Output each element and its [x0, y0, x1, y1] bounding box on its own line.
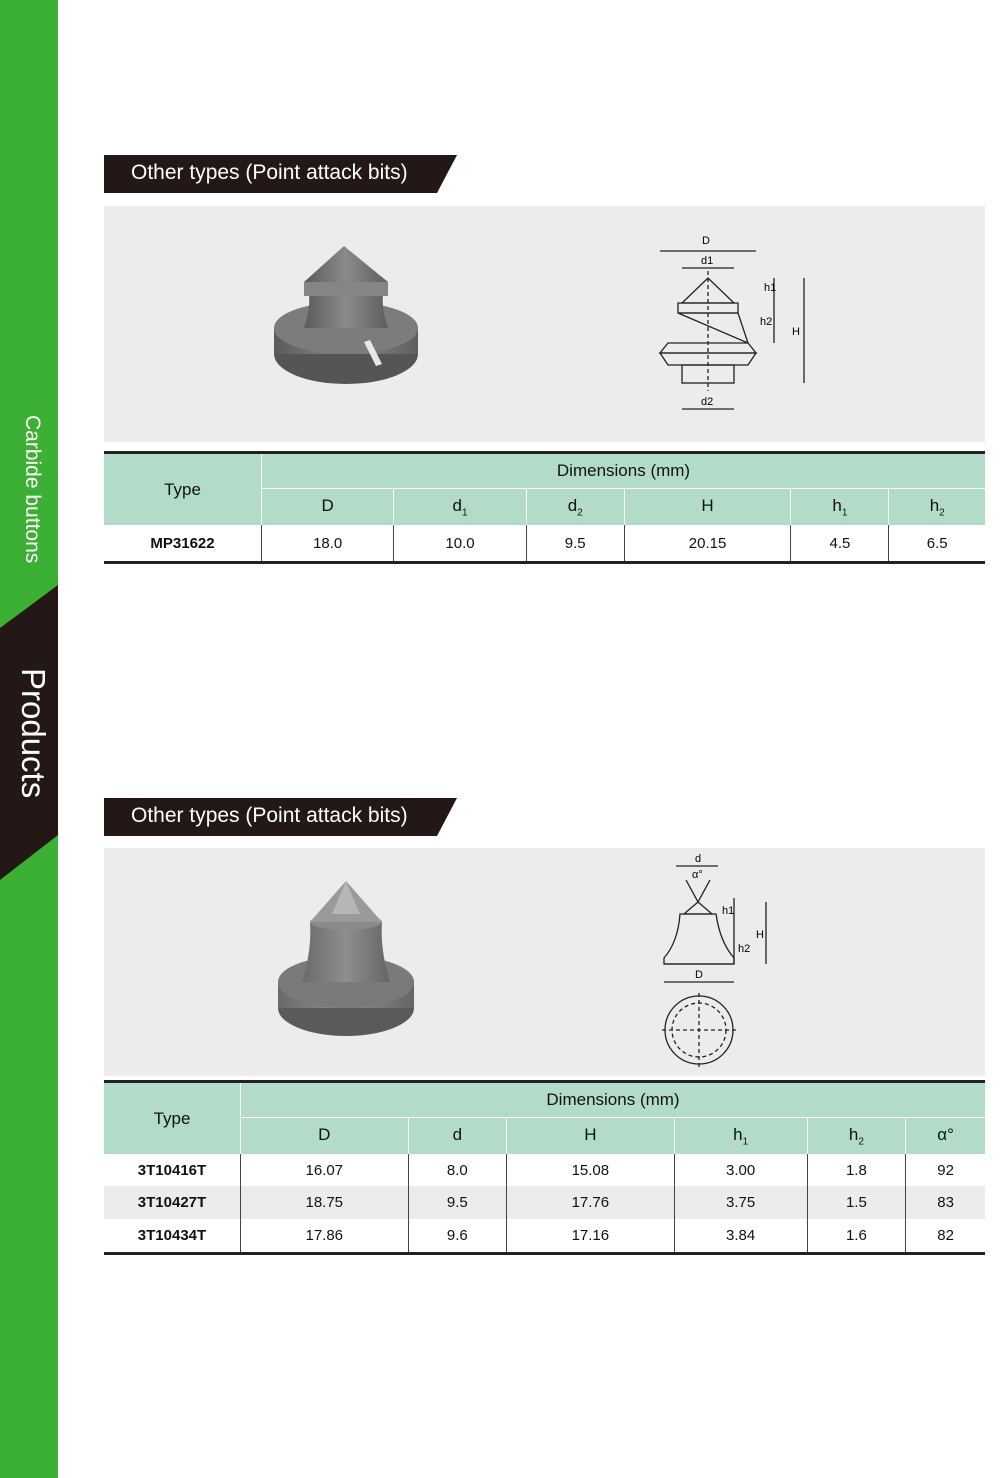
table-cell: 16.07 — [241, 1154, 409, 1186]
label-h2: h2 — [738, 943, 751, 955]
label-D: D — [702, 235, 710, 247]
table-cell: 1.8 — [807, 1154, 906, 1186]
table-cell: 3.84 — [674, 1219, 807, 1254]
table-cell: 3.00 — [674, 1154, 807, 1186]
dimension-diagram — [652, 231, 822, 421]
col-header: $h_1$ — [791, 489, 889, 526]
table-cell: 82 — [937, 1227, 954, 1244]
table-cell: 9.5 — [408, 1186, 507, 1219]
table-cell: 10.0 — [394, 525, 526, 563]
table-cell: 92 — [937, 1161, 954, 1179]
col-header: H — [507, 1118, 675, 1155]
product-figure-panel — [104, 848, 985, 1076]
product-image — [264, 246, 424, 406]
cell-type: 3T10434T — [104, 1219, 241, 1254]
table-row — [104, 1154, 985, 1186]
section-point-attack-1 — [104, 155, 985, 557]
table-cell: 1.6 — [807, 1219, 906, 1254]
table-cell: 18.0 — [262, 525, 394, 563]
label-D: D — [695, 969, 703, 981]
table-row — [104, 1219, 985, 1254]
dimensions-table — [104, 1080, 985, 1255]
section-point-attack-2 — [104, 798, 985, 1244]
dimensions-table — [104, 451, 985, 564]
col-header: $h_2$ — [889, 489, 985, 526]
col-header: d — [408, 1118, 507, 1155]
table-cell: 17.16 — [507, 1219, 675, 1254]
sidebar-label: Carbide buttons — [21, 415, 44, 564]
col-header: D — [241, 1118, 409, 1155]
table-cell: 18.75 — [241, 1186, 409, 1219]
table-cell: 15.08 — [507, 1154, 675, 1186]
banner-title: Other types (Point attack bits) — [131, 161, 408, 184]
col-header: α° — [906, 1118, 985, 1155]
dimension-diagram — [656, 852, 786, 1070]
col-header: $h_2$ — [807, 1118, 906, 1155]
table-cell: 6.5 — [926, 534, 948, 552]
label-alpha: α° — [692, 869, 703, 881]
type-header: Type — [104, 1082, 241, 1155]
table-cell: 9.6 — [408, 1219, 507, 1254]
col-header: $d_2$ — [526, 489, 624, 526]
table-cell: 17.76 — [507, 1186, 675, 1219]
label-d: d — [695, 853, 702, 865]
table-cell: 17.86 — [241, 1219, 409, 1254]
label-d2: d2 — [701, 396, 714, 408]
table-cell: 83 — [937, 1194, 954, 1211]
label-h1: h1 — [722, 905, 735, 917]
type-header: Type — [104, 453, 262, 526]
col-header: $h_1$ — [674, 1118, 807, 1155]
col-header: $d_1$ — [394, 489, 526, 526]
cell-type: MP31622 — [104, 525, 262, 563]
sidebar-title: Products — [15, 668, 52, 799]
banner-title: Other types (Point attack bits) — [131, 804, 408, 827]
product-image — [272, 878, 422, 1043]
dimensions-header: Dimensions (mm) — [262, 453, 986, 489]
section-banner — [104, 155, 456, 193]
label-H: H — [756, 929, 764, 941]
table-cell: 20.15 — [624, 525, 791, 563]
label-h2: h2 — [760, 316, 773, 328]
cell-type: 3T10427T — [104, 1186, 241, 1219]
table-cell: 4.5 — [791, 525, 889, 563]
product-figure-panel — [104, 206, 985, 442]
table-cell: 1.5 — [807, 1186, 906, 1219]
col-header: H — [624, 489, 791, 526]
table-cell: 9.5 — [526, 525, 624, 563]
cell-type: 3T10416T — [104, 1154, 241, 1186]
label-d1: d1 — [701, 255, 714, 267]
table-row — [104, 525, 985, 563]
label-H: H — [792, 326, 800, 338]
table-cell: 8.0 — [408, 1154, 507, 1186]
table-cell: 3.75 — [674, 1186, 807, 1219]
label-h1: h1 — [764, 282, 777, 294]
col-header: D — [262, 489, 394, 526]
section-banner — [104, 798, 456, 836]
table-row — [104, 1186, 985, 1219]
dimensions-header: Dimensions (mm) — [241, 1082, 986, 1118]
